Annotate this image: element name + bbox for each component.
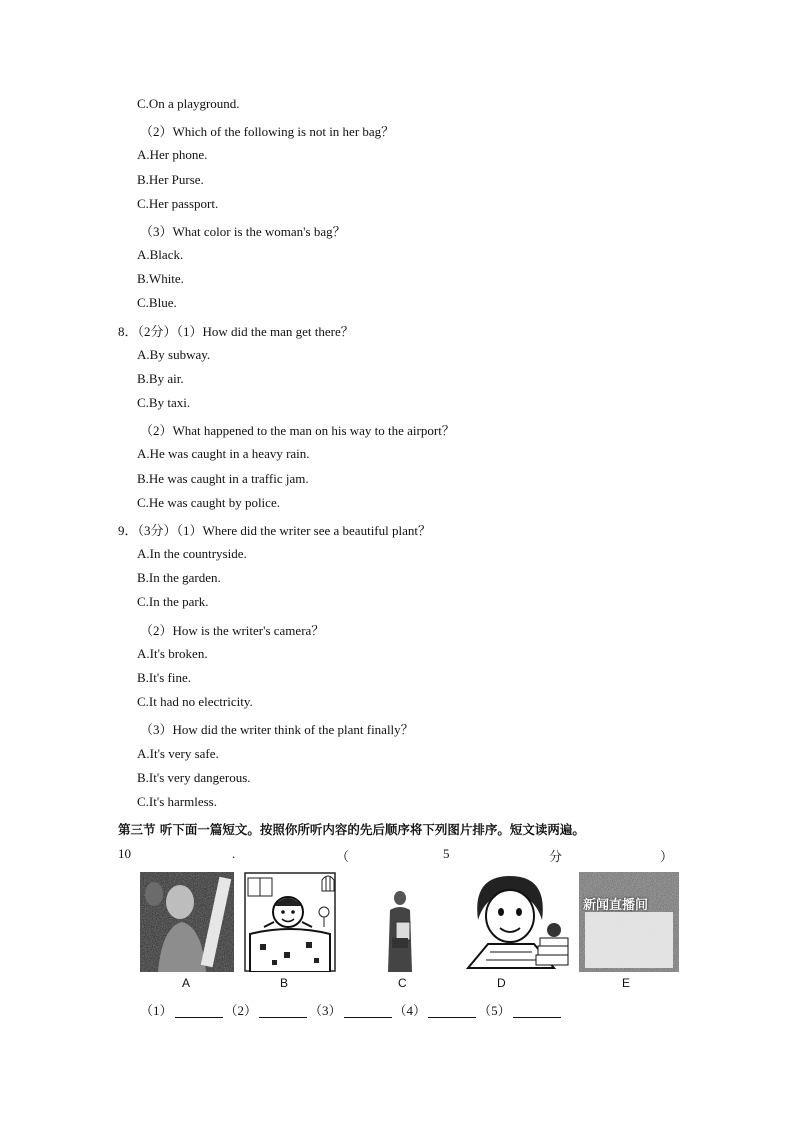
section-3-instructions: 第三节 听下面一篇短文。按照你所听内容的先后顺序将下列图片排序。短文读两遍。 [118, 822, 585, 837]
birdcage-icon [320, 872, 336, 892]
answer-blank-5[interactable] [513, 1004, 561, 1018]
answer-label-1: （1） [140, 1003, 173, 1018]
q8-sub2-option-c: C.He was caught by police. [137, 495, 280, 510]
q10-answer-blanks [140, 1000, 563, 1019]
q10-close-paren: ） [660, 849, 674, 864]
answer-blank-1[interactable] [175, 1004, 223, 1018]
q9-sub3-option-a: A.It's very safe. [137, 746, 219, 761]
picture-e-caption: 新闻直播间 [583, 898, 649, 913]
q9-heading: 9．（3分）（1）Where did the writer see a beautiful plant？ [118, 523, 431, 538]
picture-d-label: D [497, 976, 506, 990]
q7-sub2-option-b: B.Her Purse. [137, 172, 204, 187]
picture-e-label: E [622, 976, 631, 990]
q9-sub2-option-c: C.It had no electricity. [137, 694, 253, 709]
q7-sub2-option-a: A.Her phone. [137, 147, 208, 162]
q9-sub3-option-c: C.It's harmless. [137, 794, 217, 809]
q8-sub1-option-c: C.By taxi. [137, 395, 191, 410]
q7-sub3-option-c: C.Blue. [137, 295, 177, 310]
q9-sub2-question: （2）How is the writer's camera？ [140, 623, 325, 638]
q10-open-paren: （ [336, 849, 350, 864]
answer-blank-4[interactable] [428, 1004, 476, 1018]
q9-sub1-option-b: B.In the garden. [137, 570, 221, 585]
q7-sub3-option-a: A.Black. [137, 247, 184, 262]
answer-label-5: （5） [478, 1003, 511, 1018]
picture-c [384, 888, 416, 972]
q8-sub2-option-a: A.He was caught in a heavy rain. [137, 446, 310, 461]
q7-sub3-option-b: B.White. [137, 271, 184, 286]
q7-sub2-option-c: C.Her passport. [137, 196, 219, 211]
q9-sub3-option-b: B.It's very dangerous. [137, 770, 251, 785]
q7-sub2-question: （2）Which of the following is not in her bag？ [140, 124, 395, 139]
q10-dot: . [232, 846, 236, 861]
q9-sub2-option-a: A.It's broken. [137, 646, 208, 661]
picture-d [464, 872, 570, 972]
picture-a-label: A [182, 976, 191, 990]
q8-sub1-option-a: A.By subway. [137, 347, 211, 362]
picture-c-label: C [398, 976, 407, 990]
answer-label-4: （4） [393, 1003, 427, 1018]
q9-sub2-option-b: B.It's fine. [137, 670, 191, 685]
picture-e [579, 872, 679, 972]
picture-b-label: B [280, 976, 289, 990]
q10-score-unit: 分 [549, 849, 563, 864]
answer-label-2: （2） [224, 1003, 258, 1018]
q9-sub1-option-a: A.In the countryside. [137, 546, 247, 561]
q7-sub1-option-c: C.On a playground. [137, 96, 240, 111]
q10-number: 10 [118, 846, 131, 861]
q8-sub2-option-b: B.He was caught in a traffic jam. [137, 471, 309, 486]
q8-sub2-question: （2）What happened to the man on his way to the airport？ [140, 423, 455, 438]
q9-sub1-option-c: C.In the park. [137, 594, 209, 609]
q9-sub3-question: （3）How did the writer think of the plant finally？ [140, 722, 414, 737]
q8-heading: 8．（2分）（1）How did the man get there？ [118, 324, 354, 339]
q10-score: 5 [443, 846, 450, 861]
answer-label-3: （3） [309, 1003, 342, 1018]
answer-blank-2[interactable] [259, 1004, 307, 1018]
q7-sub3-question: （3）What color is the woman's bag？ [140, 224, 346, 239]
picture-a [140, 872, 234, 972]
q8-sub1-option-b: B.By air. [137, 371, 184, 386]
answer-blank-3[interactable] [344, 1004, 392, 1018]
